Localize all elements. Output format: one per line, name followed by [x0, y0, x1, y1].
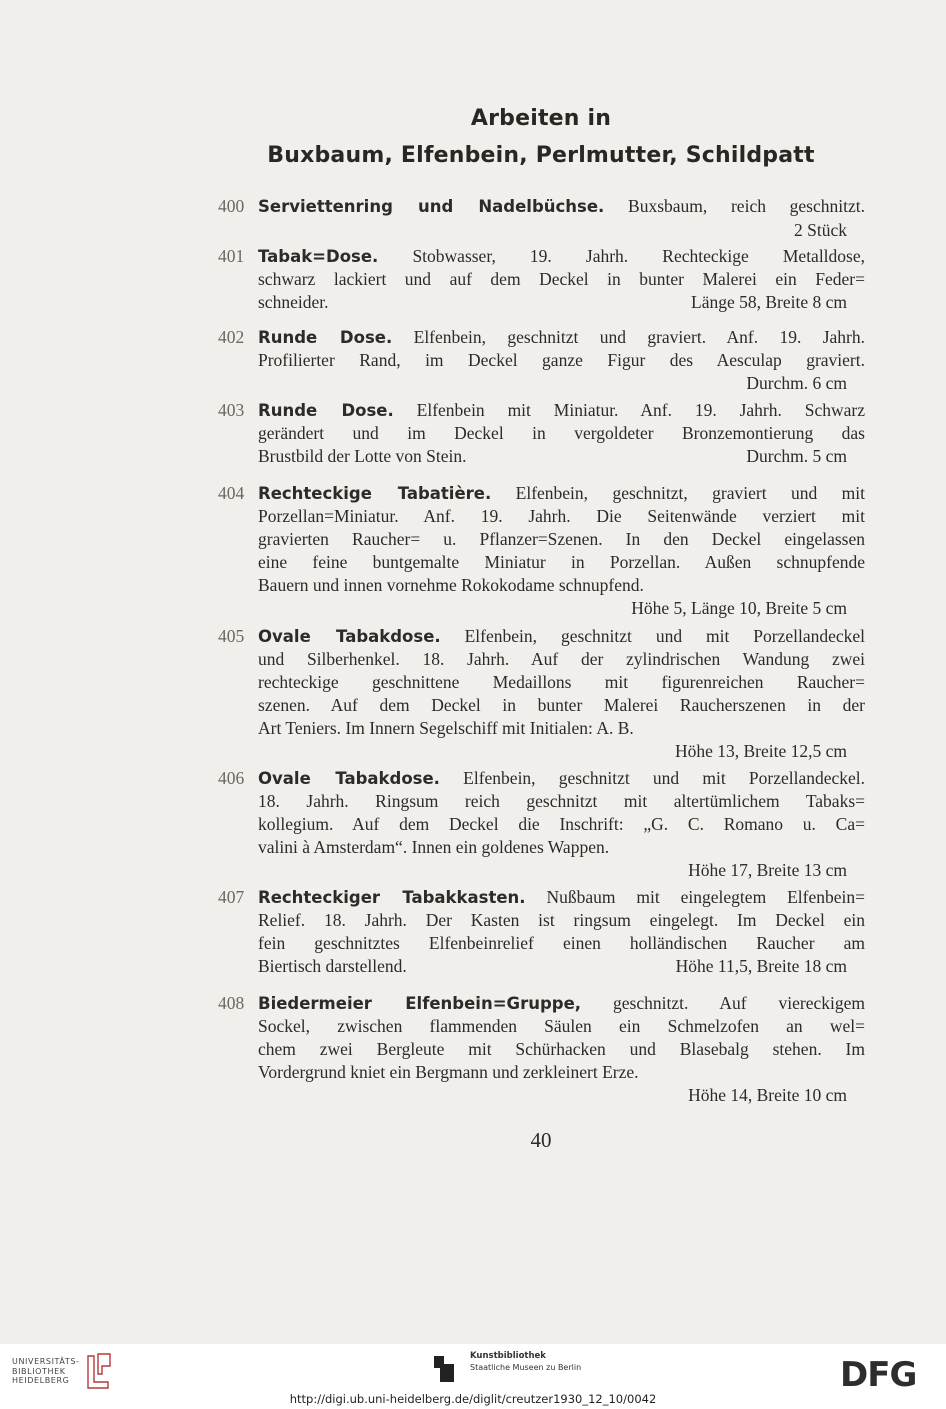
- entry-measure: 2 Stück: [794, 220, 847, 240]
- entry-number: 405: [218, 626, 245, 646]
- entry-number: 406: [218, 768, 245, 788]
- entry-line: chem zwei Bergleute mit Schürhacken und Blasebalg stehen. Im: [258, 1039, 865, 1059]
- entry-measure: Höhe 13, Breite 12,5 cm: [674, 741, 847, 761]
- entry-number: 407: [218, 887, 245, 907]
- entry-line: Porzellan=Miniatur. Anf. 19. Jahrh. Die Seitenwände verziert mit: [258, 506, 865, 526]
- entry-line: [258, 624, 865, 648]
- entry-line: und Silberhenkel. 18. Jahrh. Auf der zylindrischen Wandung zwei: [258, 649, 865, 669]
- entry-measure: Durchm. 5 cm: [746, 446, 847, 466]
- entry-text: Brustbild der Lotte von Stein.: [258, 446, 467, 466]
- entry-text: Buxsbaum, reich geschnitzt.: [628, 196, 865, 216]
- entry-heading: Rechteckiger Tabakkasten.: [258, 888, 526, 907]
- section-title: Arbeiten in: [470, 106, 612, 131]
- kunstbibliothek-logo-icon: [432, 1352, 464, 1386]
- entry-text: Elfenbein mit Miniatur. Anf. 19. Jahrh. Schwarz: [416, 400, 865, 420]
- entry-number: 403: [218, 400, 245, 420]
- entry-line: Sockel, zwischen flammenden Säulen ein Schmelzofen an wel=: [258, 1016, 865, 1036]
- entry-number: 404: [218, 483, 245, 503]
- entry-line: [258, 194, 865, 218]
- entry-line: szenen. Auf dem Deckel in bunter Malerei Raucherszenen in der: [258, 695, 865, 715]
- entry-line: rechteckige geschnittene Medaillons mit figurenreichen Raucher=: [258, 672, 865, 692]
- entry-heading: Biedermeier Elfenbein=Gruppe,: [258, 994, 582, 1013]
- entry-line: [258, 325, 865, 349]
- entry-number: 402: [218, 327, 245, 347]
- entry-line: Relief. 18. Jahrh. Der Kasten ist ringsum eingelegt. Im Deckel ein: [258, 910, 865, 930]
- source-url-link[interactable]: http://digi.ub.uni-heidelberg.de/diglit/creutzer1930_12_10/0042: [289, 1392, 657, 1406]
- entry-heading: Runde Dose.: [258, 401, 394, 420]
- entry-line: eine feine buntgemalte Miniatur in Porzellan. Außen schnupfende: [258, 552, 865, 572]
- library-name: Kunstbibliothek: [470, 1351, 546, 1361]
- library-subtitle: Staatliche Museen zu Berlin: [470, 1363, 582, 1372]
- university-line: HEIDELBERG: [12, 1376, 70, 1385]
- entry-measure: Durchm. 6 cm: [746, 373, 847, 393]
- dfg-logo: DFG: [840, 1355, 917, 1395]
- entry-line: [258, 244, 865, 268]
- entry-text: Elfenbein, geschnitzt, graviert und mit: [515, 483, 865, 503]
- entry-line: schwarz lackiert und auf dem Deckel in bunter Malerei ein Feder=: [258, 269, 865, 289]
- entry-line: [258, 290, 865, 314]
- entry-line: 18. Jahrh. Ringsum reich geschnitzt mit altertümlichem Tabaks=: [258, 791, 865, 811]
- library-credit: [470, 1351, 581, 1373]
- entry-measure: Höhe 17, Breite 13 cm: [688, 860, 847, 880]
- entry-number: 400: [218, 196, 245, 216]
- entry-text: geschnitzt. Auf viereckigem: [613, 993, 866, 1013]
- entry-text: Elfenbein, geschnitzt und mit Porzellandeckel.: [463, 768, 866, 788]
- entry-measure: Höhe 5, Länge 10, Breite 5 cm: [631, 598, 847, 618]
- entry-line: valini à Amsterdam“. Innen ein goldenes Wappen.: [258, 837, 610, 857]
- entry-heading: Runde Dose.: [258, 328, 393, 347]
- page-number: 40: [530, 1128, 552, 1152]
- entry-measure: Höhe 14, Breite 10 cm: [688, 1085, 847, 1105]
- entry-line: kollegium. Auf dem Deckel die Inschrift: „G. C. Romano u. Ca=: [258, 814, 865, 834]
- university-library-label: [12, 1357, 80, 1386]
- entry-line: [258, 766, 865, 790]
- entry-heading: Ovale Tabakdose.: [258, 769, 440, 788]
- entry-line: Profilierter Rand, im Deckel ganze Figur des Aesculap graviert.: [258, 350, 865, 370]
- entry-line: [258, 991, 865, 1015]
- entry-text: Stobwasser, 19. Jahrh. Rechteckige Metalldose,: [412, 246, 865, 266]
- university-line: UNIVERSITÄTS-: [12, 1357, 80, 1366]
- entry-line: [258, 444, 865, 468]
- entry-text: Biertisch darstellend.: [258, 956, 407, 976]
- entry-line: gravierten Raucher= u. Pflanzer=Szenen. In den Deckel eingelassen: [258, 529, 865, 549]
- entry-heading: Rechteckige Tabatière.: [258, 484, 492, 503]
- entry-line: Vordergrund kniet ein Bergmann und zerkleinert Erze.: [258, 1062, 639, 1082]
- entry-heading: Serviettenring und Nadelbüchse.: [258, 197, 605, 216]
- entry-line: [258, 954, 865, 978]
- entry-text: Elfenbein, geschnitzt und mit Porzellandeckel: [464, 626, 866, 646]
- entry-line: Bauern und innen vornehme Rokokodame schnupfend.: [258, 575, 644, 595]
- entry-number: 408: [218, 993, 245, 1013]
- entry-measure: Länge 58, Breite 8 cm: [691, 292, 847, 312]
- entry-heading: Ovale Tabakdose.: [258, 627, 441, 646]
- entry-measure: Höhe 11,5, Breite 18 cm: [675, 956, 847, 976]
- entry-text: Nußbaum mit eingelegtem Elfenbein=: [546, 887, 865, 907]
- entry-text: schneider.: [258, 292, 329, 312]
- university-line: BIBLIOTHEK: [12, 1366, 66, 1376]
- entry-line: [258, 481, 865, 505]
- entry-line: Art Teniers. Im Innern Segelschiff mit Initialen: A. B.: [258, 718, 634, 738]
- entry-number: 401: [218, 246, 245, 266]
- entry-line: [258, 885, 865, 909]
- entry-line: [258, 398, 865, 422]
- university-logo-icon: [84, 1352, 114, 1392]
- section-subtitle: Buxbaum, Elfenbein, Perlmutter, Schildpatt: [267, 143, 815, 168]
- entry-line: fein geschnitztes Elfenbeinrelief einen holländischen Raucher am: [258, 933, 865, 953]
- entry-text: Elfenbein, geschnitzt und graviert. Anf. 19. Jahrh.: [413, 327, 865, 347]
- entry-line: gerändert und im Deckel in vergoldeter Bronzemontierung das: [258, 423, 865, 443]
- entry-heading: Tabak=Dose.: [258, 247, 379, 266]
